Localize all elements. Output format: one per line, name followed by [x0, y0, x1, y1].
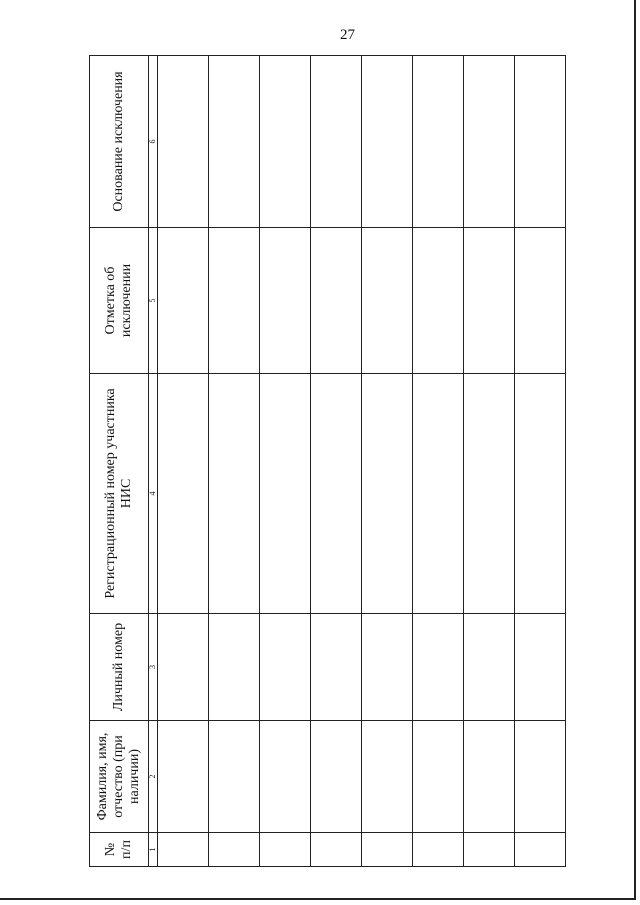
- registration-number-cell: [311, 374, 362, 614]
- number-cell: [209, 833, 260, 867]
- personal-number-cell: [260, 614, 311, 721]
- exclusion-basis-cell: [413, 56, 464, 228]
- exclusion-basis-cell: [158, 56, 209, 228]
- column-number-cell: 3: [149, 614, 158, 721]
- registration-number-cell: [413, 374, 464, 614]
- exclusion-mark-cell: [515, 228, 566, 374]
- exclusion-mark-cell: [209, 228, 260, 374]
- personal-number-cell: [311, 614, 362, 721]
- table-row: [515, 56, 566, 867]
- number-cell: [464, 833, 515, 867]
- number-cell: [260, 833, 311, 867]
- personal-number-cell: [362, 614, 413, 721]
- column-number-cell: 1: [149, 833, 158, 867]
- table-row: [362, 56, 413, 867]
- full-name-cell: [260, 721, 311, 833]
- exclusion-mark-cell: [311, 228, 362, 374]
- number-cell: [362, 833, 413, 867]
- personal-number-cell: [158, 614, 209, 721]
- number-cell: [515, 833, 566, 867]
- header-cell-exclusion-basis: Основание исключения: [90, 56, 149, 228]
- column-number-row: [149, 56, 158, 867]
- registration-number-cell: [362, 374, 413, 614]
- number-cell: [158, 833, 209, 867]
- registration-number-cell: [158, 374, 209, 614]
- table-row: [209, 56, 260, 867]
- full-name-cell: [311, 721, 362, 833]
- number-cell: [311, 833, 362, 867]
- personal-number-cell: [413, 614, 464, 721]
- header-cell-full-name: Фамилия, имя, отчество (при наличии): [90, 721, 149, 833]
- full-name-cell: [464, 721, 515, 833]
- register-table: [89, 55, 566, 867]
- personal-number-cell: [209, 614, 260, 721]
- exclusion-mark-cell: [260, 228, 311, 374]
- registration-number-cell: [209, 374, 260, 614]
- column-number-cell: 2: [149, 721, 158, 833]
- page-number: 27: [340, 27, 355, 43]
- table-row: [260, 56, 311, 867]
- full-name-cell: [515, 721, 566, 833]
- full-name-cell: [362, 721, 413, 833]
- registration-number-cell: [260, 374, 311, 614]
- personal-number-cell: [515, 614, 566, 721]
- exclusion-mark-cell: [464, 228, 515, 374]
- full-name-cell: [158, 721, 209, 833]
- exclusion-basis-cell: [260, 56, 311, 228]
- exclusion-mark-cell: [158, 228, 209, 374]
- header-cell-exclusion-mark: Отметка об исключении: [90, 228, 149, 374]
- exclusion-basis-cell: [311, 56, 362, 228]
- header-cell-number: № п/п: [90, 833, 149, 867]
- full-name-cell: [413, 721, 464, 833]
- registration-number-cell: [515, 374, 566, 614]
- exclusion-basis-cell: [464, 56, 515, 228]
- table-row: [413, 56, 464, 867]
- rotated-table-layer: [89, 56, 561, 867]
- header-cell-registration-number: Регистрационный номер участника НИС: [90, 374, 149, 614]
- column-number-cell: 4: [149, 374, 158, 614]
- personal-number-cell: [464, 614, 515, 721]
- exclusion-mark-cell: [413, 228, 464, 374]
- table-row: [158, 56, 209, 867]
- table-row: [311, 56, 362, 867]
- table-container: [89, 56, 561, 867]
- registration-number-cell: [464, 374, 515, 614]
- exclusion-basis-cell: [362, 56, 413, 228]
- exclusion-mark-cell: [362, 228, 413, 374]
- table-row: [464, 56, 515, 867]
- column-number-cell: 5: [149, 228, 158, 374]
- table-body: [158, 56, 566, 867]
- number-cell: [413, 833, 464, 867]
- column-number-cell: 6: [149, 56, 158, 228]
- exclusion-basis-cell: [515, 56, 566, 228]
- header-row: [90, 56, 149, 867]
- exclusion-basis-cell: [209, 56, 260, 228]
- header-cell-personal-number: Личный номер: [90, 614, 149, 721]
- full-name-cell: [209, 721, 260, 833]
